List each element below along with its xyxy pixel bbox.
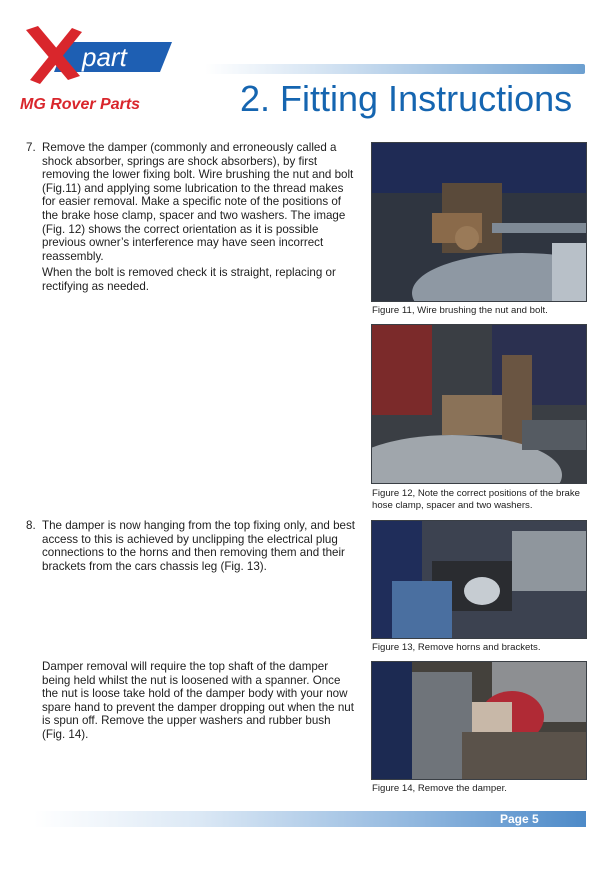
step-8-paragraph-2: Damper removal will require the top shaft of the damper being held whilst the nut is loosened with a spanner. Once the nut is loose take hold of the damper body with your now spare hand to prevent the damper dropping out when the nut is spun off. Remove the upper washers and rubber bush (Fig. 14). [42,660,354,741]
step-8-continued [42,660,354,742]
header-band [205,64,585,74]
figure-13-photo [371,520,587,639]
figure-14-caption: Figure 14, Remove the damper. [372,783,507,794]
step-7-paragraph-1: Remove the damper (commonly and erroneously called a shock absorber, springs are shock absorbers), by first removing the lower fixing bolt. Wire brushing the nut and bolt (Fig.11) and applying some lubrication to the thread makes for easier removal. Make a specific note of the positions of the brake hose clamp, spacer and two washers. The image (Fig. 12) shows the correct orientation as it is possible previous owner’s interference may have seen incorrect reassembly. [42,141,354,263]
xpart-logo [22,24,182,94]
step-8-number: 8. [26,519,36,532]
step-7 [26,141,356,294]
figure-11-photo [371,142,587,302]
brand-name: MG Rover Parts [20,96,141,113]
figure-12-photo [371,324,587,484]
page-number: Page 5 [500,812,539,826]
logo-text: part [82,42,127,72]
step-8-paragraph-1: The damper is now hanging from the top fixing only, and best access to this is achieved by unclipping the electrical plug connections to the horns and then removing them and their brackets from the cars chassis leg (Fig. 13). [42,519,355,573]
figure-14-photo [371,661,587,780]
figure-12-caption: Figure 12, Note the correct positions of the brake hose clamp, spacer and two washers. [372,488,580,511]
step-8 [26,519,356,573]
step-7-paragraph-2: When the bolt is removed check it is straight, replacing or rectifying as needed. [42,266,336,293]
figure-11-caption: Figure 11, Wire brushing the nut and bolt. [372,305,548,316]
figure-13-caption: Figure 13, Remove horns and brackets. [372,642,541,653]
page-title: 2. Fitting Instructions [240,78,573,119]
step-7-number: 7. [26,141,36,154]
